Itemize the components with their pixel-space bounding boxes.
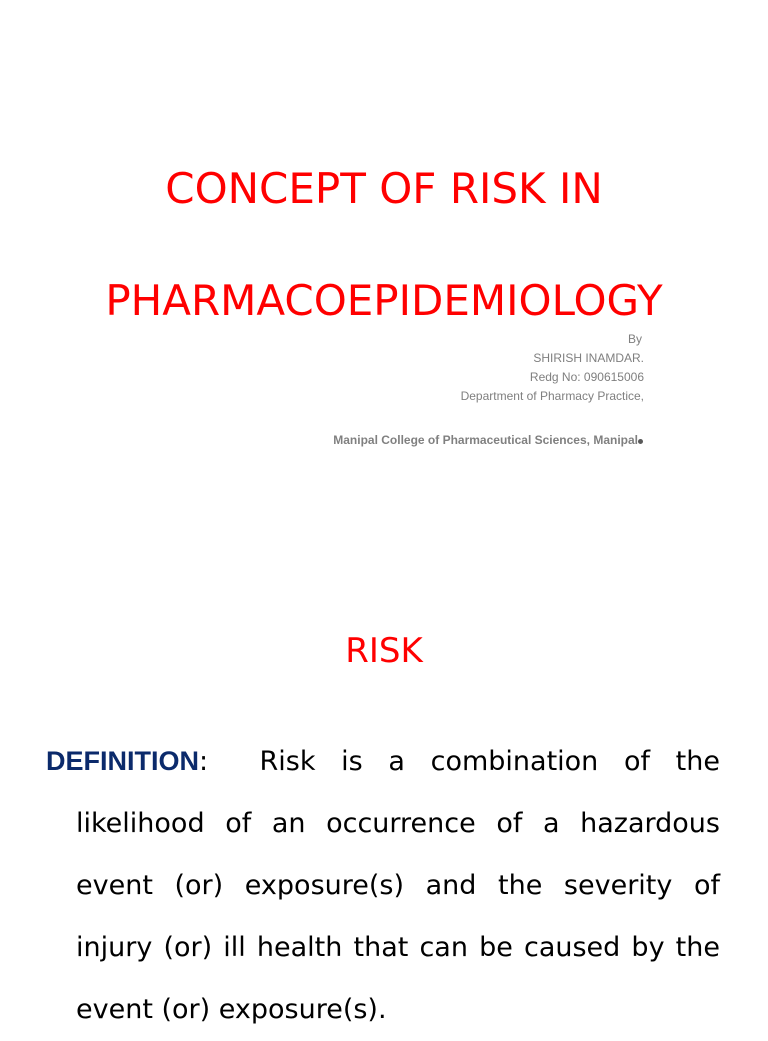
definition-continuation: [46, 793, 720, 1041]
title-line-1: CONCEPT OF RISK IN: [165, 164, 603, 213]
definition-paragraph: [46, 730, 720, 1041]
definition-label: DEFINITION: [46, 746, 199, 776]
definition-slide: [0, 520, 768, 1024]
definition-line-1: [46, 730, 720, 793]
definition-colon: :: [199, 746, 209, 777]
definition-text-line-3: event (or) exposure(s) and the severity of: [76, 870, 720, 901]
bullet-dot-icon: [638, 439, 643, 444]
department: Department of Pharmacy Practice,: [460, 389, 644, 403]
title-slide: [0, 0, 768, 520]
definition-text-line-1: Risk is a combination of the: [259, 746, 720, 777]
definition-text-line-2: likelihood of an occurrence of a hazardous: [76, 808, 720, 839]
author-name: SHIRISH INAMDAR.: [533, 351, 644, 365]
definition-text-line-4: injury (or) ill health that can be caused by the: [76, 932, 720, 963]
college-name: Manipal College of Pharmaceutical Sciences, Manipal: [333, 433, 638, 447]
title-line-2: PHARMACOEPIDEMIOLOGY: [105, 276, 663, 325]
section-heading: RISK: [345, 631, 423, 671]
by-label: By: [627, 332, 642, 346]
registration-number: Redg No: 090615006: [529, 370, 644, 384]
definition-text-line-5: event (or) exposure(s).: [76, 994, 387, 1025]
